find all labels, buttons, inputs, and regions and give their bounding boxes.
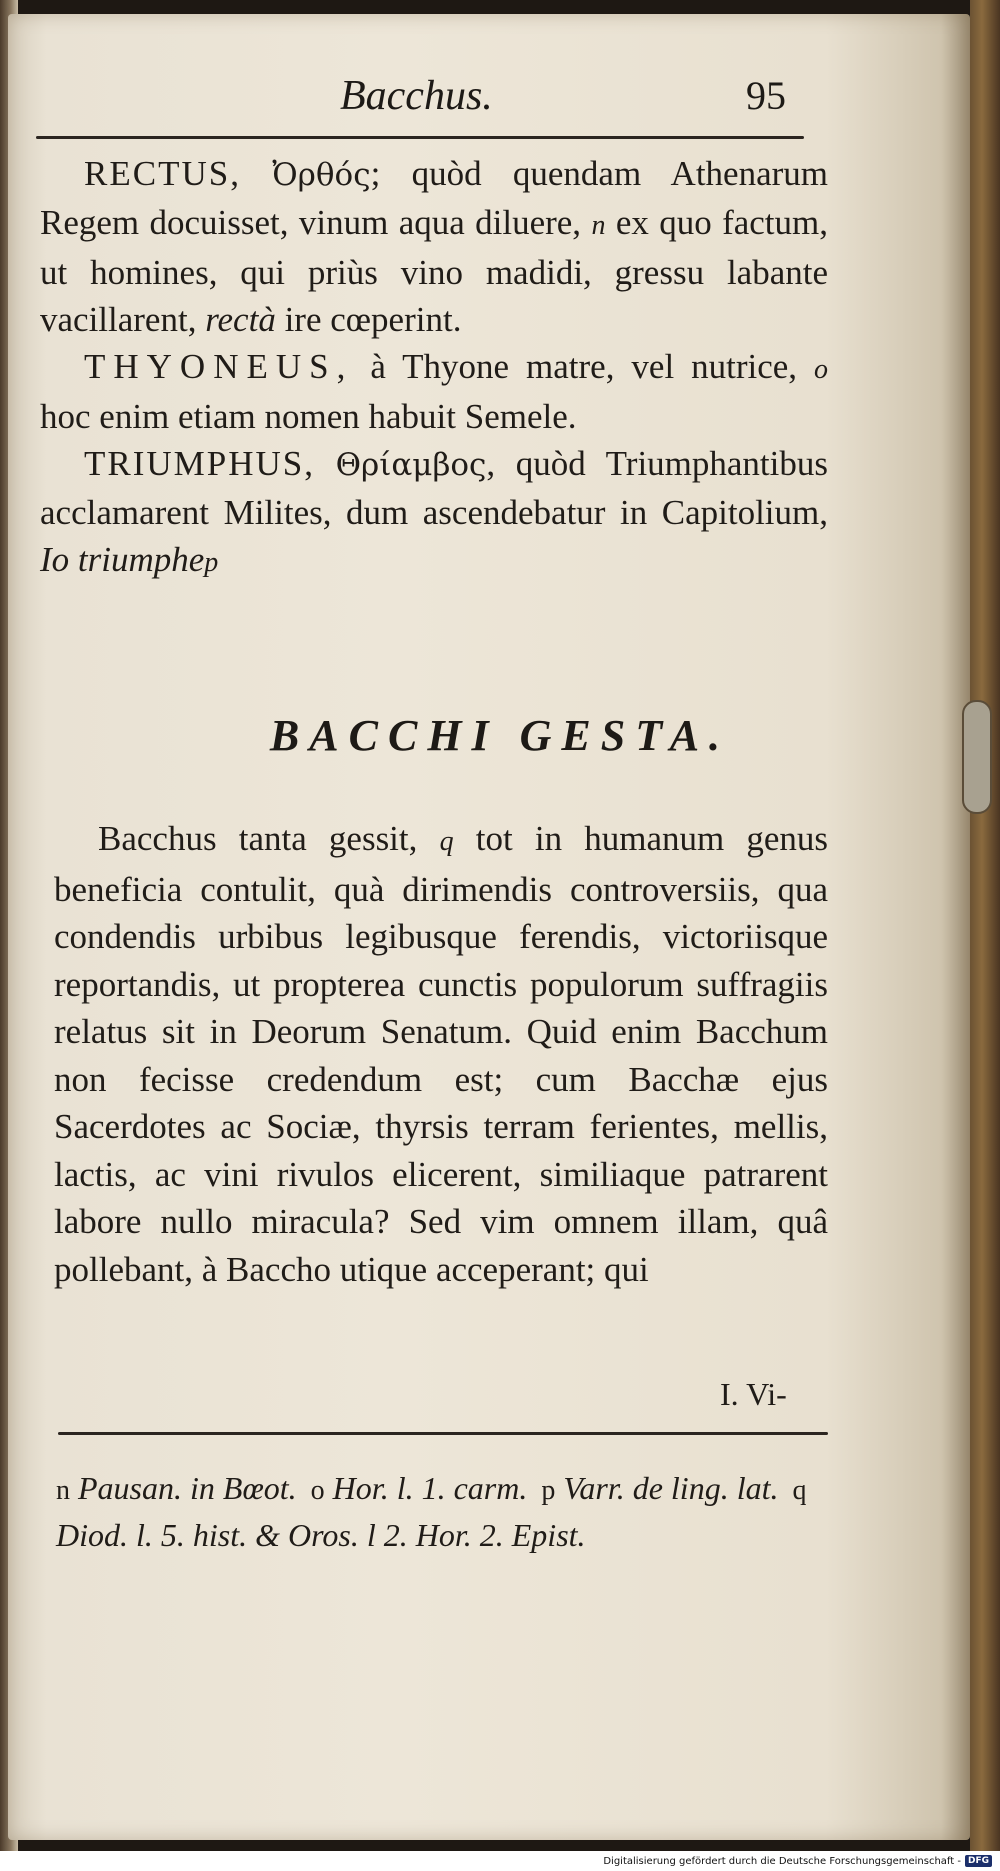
catchword: I. Vi- [720, 1376, 787, 1412]
entry-text: hoc enim etiam nomen habuit Semele. [40, 397, 577, 436]
credit-text: Digitalisierung gefördert durch die Deutsche Forschungsgemeinschaft - [603, 1855, 961, 1867]
section-heading: BACCHI GESTA. [269, 711, 731, 760]
book-cover-edge [970, 0, 1000, 1871]
footnote-mark: p [204, 547, 219, 578]
footnote-item [541, 1470, 778, 1506]
footnote-mark: n [591, 210, 606, 241]
glossary-entries [40, 150, 828, 586]
entry-rectus [40, 150, 828, 343]
digitization-credit [603, 1853, 992, 1869]
footnote-text: Varr. de ling. lat. [563, 1470, 779, 1506]
body-paragraph [54, 815, 828, 1293]
entry-triumphus [40, 440, 828, 586]
footnote-item [311, 1470, 528, 1506]
footnote-text: Diod. l. 5. hist. & Oros. l 2. Hor. 2. Epist. [56, 1517, 586, 1553]
footnote-mark: o [814, 354, 828, 385]
entry-heading: TRIUMPHUS, [84, 444, 316, 483]
page-number: 95 [746, 73, 786, 118]
footnote-mark: q [792, 1475, 807, 1506]
entry-text: ire cœperint. [284, 300, 462, 339]
body-text: Bacchus tanta gessit, [98, 819, 418, 858]
footnotes [56, 1466, 834, 1558]
header-rule [36, 136, 804, 139]
footnote-text: Hor. l. 1. carm. [332, 1470, 528, 1506]
entry-emphasis: Io triumphe [40, 540, 205, 579]
greek-term: Ὀρθός [272, 157, 371, 193]
running-title: Bacchus. [340, 73, 493, 119]
footnote-item [56, 1470, 297, 1506]
footnote-mark: q [439, 826, 454, 857]
entry-heading: RECTUS, [84, 154, 241, 193]
greek-term: Θρίαμβος [335, 447, 487, 483]
body-text: tot in humanum genus beneficia contulit, quà dirimendis controversiis, qua condendis urbibus legibusque ferendis, victoriisque reportandis, ut propterea cunctis populorum suffragiis relatus sit in Deorum Senatum. Quid enim Bacchum non fecisse credendum est; cum Bacchæ ejus Sacerdotes ac Sociæ, thyrsis terram ferientes, mellis, lactis, ac vini rivulos elicerent, similiaque patrarent labore nullo miracula? Sed vim omnem illam, quâ pollebant, à Baccho utique acceperant; qui [54, 819, 829, 1289]
footnote-mark: n [56, 1475, 70, 1506]
footnote-mark: p [541, 1475, 556, 1506]
entry-text: ex quo factum, ut homines, qui priùs vino madidi, gressu labante vacillarent, [40, 203, 829, 339]
running-head [0, 70, 1000, 120]
entry-text: à Thyone matre, vel nutrice, [370, 347, 798, 386]
footnote-mark: o [310, 1475, 325, 1506]
entry-heading: THYONEUS, [84, 347, 354, 386]
entry-emphasis: rectà [205, 300, 276, 339]
footnote-rule [58, 1432, 828, 1435]
entry-text: , quòd Triumphantibus acclamarent Milites, dum ascendebatur in Capitolium, [40, 444, 828, 532]
entry-thyoneus [40, 343, 828, 440]
dfg-logo: DFG [965, 1855, 992, 1867]
footnote-text: Pausan. in Bœot. [78, 1470, 297, 1506]
entry-text: ; quòd quendam Athenarum Regem docuisset, vinum aqua diluere, [40, 154, 828, 242]
